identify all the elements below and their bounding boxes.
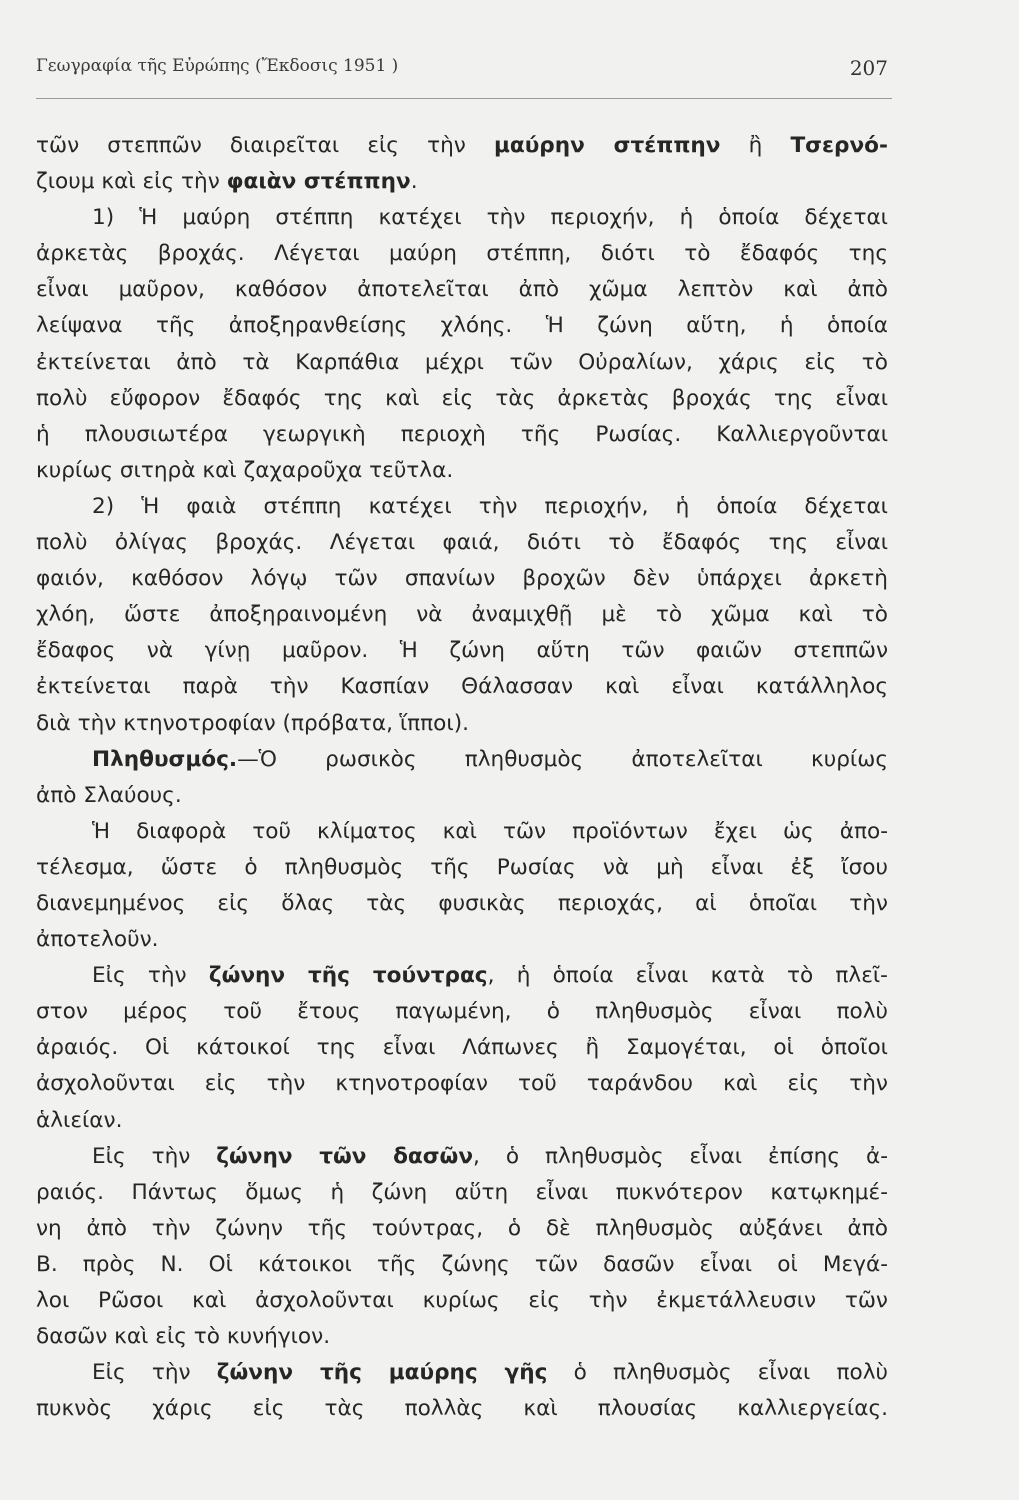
line-text: ἐκτείνεται ἀπὸ τὰ Καρπάθια μέχρι τῶν Οὐραλίων, χάρις εἰς τὸ bbox=[36, 349, 888, 375]
line-text: ἢ bbox=[720, 133, 791, 158]
text-line bbox=[36, 272, 888, 308]
text-line bbox=[36, 1247, 888, 1283]
text-line bbox=[36, 1283, 888, 1319]
text-line bbox=[36, 886, 888, 922]
text-line bbox=[36, 128, 888, 164]
text-line bbox=[36, 958, 888, 994]
bold-term: Τσερνό- bbox=[790, 133, 888, 158]
running-head bbox=[36, 50, 892, 99]
line-text: νη ἀπὸ τὴν ζώνην τῆς τούντρας, ὁ δὲ πληθυσμὸς αὐξάνει ἀπὸ bbox=[36, 1215, 888, 1241]
line-text: χλόη, ὥστε ἀποξηραινομένη νὰ ἀναμιχθῇ μὲ τὸ χῶμα καὶ τὸ bbox=[36, 602, 888, 628]
text-line bbox=[36, 417, 888, 453]
text-line bbox=[36, 1066, 888, 1102]
bold-term: φαιὰν στέππην bbox=[226, 169, 411, 195]
text-line bbox=[36, 1103, 888, 1139]
text-line bbox=[36, 1175, 888, 1211]
line-text: ἀραιός. Οἱ κάτοικοί της εἶναι Λάπωνες ἢ Σαμογέται, οἱ ὁποῖοι bbox=[36, 1035, 888, 1061]
text-line bbox=[36, 381, 888, 417]
bold-term: Πληθυσμός. bbox=[92, 746, 238, 772]
line-text: Εἰς τὴν bbox=[92, 1360, 217, 1386]
line-text: δασῶν καὶ εἰς τὸ κυνήγιον. bbox=[36, 1324, 331, 1350]
line-text: πολὺ ὀλίγας βροχάς. Λέγεται φαιά, διότι τὸ ἔδαφός της εἶναι bbox=[36, 530, 888, 556]
line-text: . bbox=[410, 169, 418, 195]
line-text: ἀρκετὰς βροχάς. Λέγεται μαύρη στέππη, διότι τὸ ἔδαφός της bbox=[36, 241, 888, 267]
line-text: , ἡ ὁποία εἶναι κατὰ τὸ πλεῖ- bbox=[487, 963, 888, 989]
line-text: ραιός. Πάντως ὅμως ἡ ζώνη αὕτη εἶναι πυκνότερον κατῳκημέ- bbox=[36, 1179, 888, 1205]
line-text: πυκνὸς χάρις εἰς τὰς πολλὰς καὶ πλουσίας καλλιεργείας. bbox=[36, 1396, 888, 1422]
bold-term: ζώνην τῆς μαύρης γῆς bbox=[216, 1360, 548, 1386]
line-text: Εἰς τὴν bbox=[92, 963, 209, 989]
text-line bbox=[36, 236, 888, 272]
line-text: κυρίως σιτηρὰ καὶ ζαχαροῦχα τεῦτλα. bbox=[36, 457, 454, 483]
line-text: διὰ τὴν κτηνοτροφίαν (πρόβατα, ἵπποι). bbox=[36, 710, 469, 736]
text-line bbox=[36, 922, 888, 958]
text-line bbox=[36, 597, 888, 633]
text-line bbox=[36, 525, 888, 561]
text-line bbox=[36, 1319, 888, 1355]
line-text: λοι Ρῶσοι καὶ ἀσχολοῦνται κυρίως εἰς τὴν ἐκμετάλλευσιν τῶν bbox=[36, 1288, 888, 1313]
line-text: 2) Ἡ φαιὰ στέππη κατέχει τὴν περιοχήν, ἡ ὁποία δέχεται bbox=[92, 493, 888, 519]
line-text: ἡ πλουσιωτέρα γεωργικὴ περιοχὴ τῆς Ρωσίας. Καλλιεργοῦνται bbox=[36, 421, 888, 447]
line-text: Εἰς τὴν bbox=[92, 1143, 217, 1169]
line-text: διανεμημένος εἰς ὅλας τὰς φυσικὰς περιοχάς, αἱ ὁποῖαι τὴν bbox=[36, 890, 888, 916]
text-line bbox=[36, 778, 888, 814]
line-text: λείψανα τῆς ἀποξηρανθείσης χλόης. Ἡ ζώνη αὕτη, ἡ ὁποία bbox=[36, 313, 888, 339]
text-line bbox=[36, 453, 888, 489]
line-text: πολὺ εὔφορον ἔδαφός της καὶ εἰς τὰς ἀρκετὰς βροχάς της εἶναι bbox=[36, 385, 888, 411]
line-text: ἀπὸ Σλαύους. bbox=[36, 782, 182, 808]
running-head-title: Γεωγραφία τῆς Εὐρώπης (Ἔκδοσις 1951 ) bbox=[36, 56, 399, 76]
text-line bbox=[36, 1391, 888, 1427]
line-text: ζιουμ καὶ εἰς τὴν bbox=[36, 169, 227, 195]
line-text: ἀποτελοῦν. bbox=[36, 927, 159, 953]
line-text: , ὁ πληθυσμὸς εἶναι ἐπίσης ἀ- bbox=[473, 1143, 888, 1169]
text-line bbox=[36, 345, 888, 381]
text-line bbox=[36, 706, 888, 742]
bold-term: ζώνην τῆς τούντρας bbox=[208, 963, 488, 989]
bold-term: ζώνην τῶν δασῶν bbox=[216, 1143, 474, 1169]
text-line bbox=[36, 308, 888, 344]
line-text: ἀσχολοῦνται εἰς τὴν κτηνοτροφίαν τοῦ ταράνδου καὶ εἰς τὴν bbox=[36, 1071, 888, 1097]
text-line bbox=[36, 200, 888, 236]
line-text: φαιόν, καθόσον λόγῳ τῶν σπανίων βροχῶν δὲν ὑπάρχει ἀρκετὴ bbox=[36, 566, 888, 592]
text-line bbox=[36, 742, 888, 778]
line-text: εἶναι μαῦρον, καθόσον ἀποτελεῖται ἀπὸ χῶμα λεπτὸν καὶ ἀπὸ bbox=[36, 277, 888, 303]
text-line bbox=[36, 850, 888, 886]
line-text: Β. πρὸς Ν. Οἱ κάτοικοι τῆς ζώνης τῶν δασῶν εἶναι οἱ Μεγά- bbox=[36, 1251, 888, 1277]
text-line bbox=[36, 633, 888, 669]
text-line bbox=[36, 1030, 888, 1066]
bold-term: μαύρην στέππην bbox=[494, 133, 721, 158]
line-text: ὁ πληθυσμὸς εἶναι πολὺ bbox=[547, 1360, 888, 1386]
text-line bbox=[36, 561, 888, 597]
text-line bbox=[36, 814, 888, 850]
text-line bbox=[36, 1355, 888, 1391]
page-number: 207 bbox=[849, 56, 888, 80]
line-text: Ἡ διαφορὰ τοῦ κλίματος καὶ τῶν προϊόντων ἔχει ὡς ἀπο- bbox=[92, 818, 888, 844]
line-text: 1) Ἡ μαύρη στέππη κατέχει τὴν περιοχήν, ἡ ὁποία δέχεται bbox=[92, 205, 888, 231]
line-text: ἐκτείνεται παρὰ τὴν Κασπίαν Θάλασσαν καὶ εἶναι κατάλληλος bbox=[36, 674, 888, 700]
body-text bbox=[36, 128, 888, 1427]
line-text: —Ὁ ρωσικὸς πληθυσμὸς ἀποτελεῖται κυρίως bbox=[237, 746, 888, 772]
text-line bbox=[36, 1211, 888, 1247]
line-text: ἔδαφος νὰ γίνῃ μαῦρον. Ἡ ζώνη αὕτη τῶν φαιῶν στεππῶν bbox=[36, 638, 888, 664]
text-line bbox=[36, 1139, 888, 1175]
text-line bbox=[36, 489, 888, 525]
text-line bbox=[36, 994, 888, 1030]
text-line bbox=[36, 164, 888, 200]
line-text: τῶν στεππῶν διαιρεῖται εἰς τὴν bbox=[36, 133, 494, 158]
line-text: ἁλιείαν. bbox=[36, 1107, 123, 1133]
line-text: στον μέρος τοῦ ἔτους παγωμένη, ὁ πληθυσμὸς εἶναι πολὺ bbox=[36, 999, 888, 1025]
line-text: τέλεσμα, ὥστε ὁ πληθυσμὸς τῆς Ρωσίας νὰ μὴ εἶναι ἐξ ἴσου bbox=[36, 854, 888, 880]
text-line bbox=[36, 669, 888, 705]
